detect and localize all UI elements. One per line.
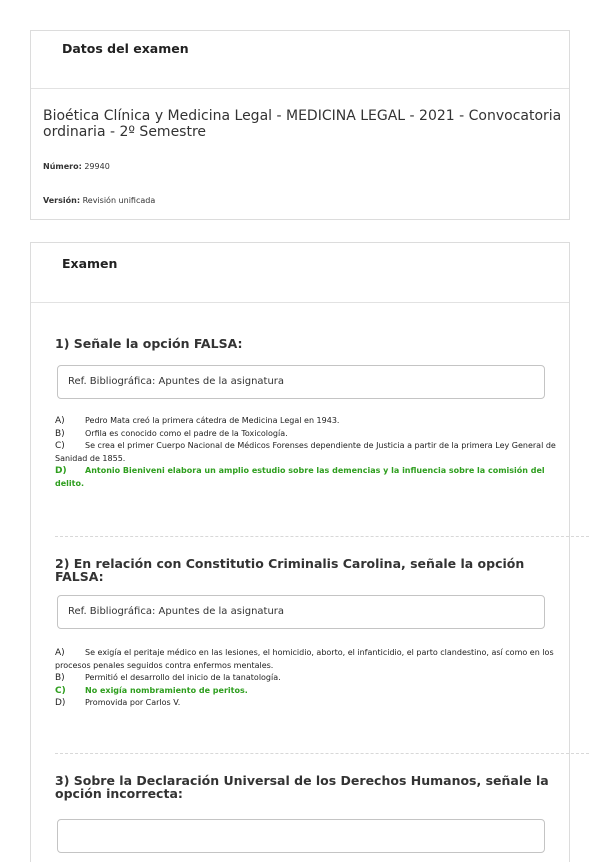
question-2 — [55, 557, 559, 747]
exam-version — [43, 196, 155, 205]
exam-info-heading: Datos del examen — [31, 31, 569, 89]
question-2-option-d: D) Promovida por Carlos V. — [55, 698, 181, 708]
exam-version-label: Versión: — [43, 196, 81, 205]
exam-panel — [30, 242, 570, 862]
exam-info-panel — [30, 30, 570, 220]
question-2-reference: Ref. Bibliográfica: Apuntes de la asignatura — [57, 595, 545, 629]
question-1 — [55, 337, 559, 527]
question-divider — [55, 753, 589, 754]
question-1-option-b: B) Orfila es conocido como el padre de la Toxicología. — [55, 428, 288, 439]
question-2-option-a: A) Se exigía el peritaje médico en las lesiones, el homicidio, aborto, el infanticidio, el parto clandestino, así como en los procesos penales seguidos contra enfermos mentales. — [55, 648, 554, 670]
question-1-options — [55, 415, 559, 490]
exam-heading: Examen — [31, 243, 569, 303]
exam-number-label: Número: — [43, 162, 82, 171]
exam-version-value: Revisión unificada — [82, 196, 156, 205]
question-1-reference: Ref. Bibliográfica: Apuntes de la asignatura — [57, 365, 545, 399]
question-1-option-d-correct: D) Antonio Bieniveni elabora un amplio estudio sobre las demencias y la influencia sobre la comisión del delito. — [55, 466, 545, 488]
question-3-title: 3) Sobre la Declaración Universal de los Derechos Humanos, señale la opción incorrecta: — [55, 773, 549, 801]
question-1-option-a: A) Pedro Mata creó la primera cátedra de Medicina Legal en 1943. — [55, 416, 340, 426]
question-divider — [55, 536, 589, 537]
exam-number — [43, 162, 110, 171]
question-2-options — [55, 647, 559, 710]
exam-number-value: 29940 — [84, 162, 110, 171]
question-2-option-c-correct: C) No exigía nombramiento de peritos. — [55, 685, 248, 696]
question-2-title: 2) En relación con Constitutio Criminalis Carolina, señale la opción FALSA: — [55, 556, 525, 584]
exam-title: Bioética Clínica y Medicina Legal - MEDICINA LEGAL - 2021 - Convocatoria ordinaria - 2º Semestre — [43, 108, 562, 140]
question-2-option-b: B) Permitió el desarrollo del inicio de la tanatología. — [55, 673, 281, 683]
question-1-option-c: C) Se crea el primer Cuerpo Nacional de Médicos Forenses dependiente de Justicia a partir de la primera Ley General de Sanidad de 1855. — [55, 441, 556, 463]
question-3 — [55, 774, 559, 854]
question-1-title: 1) Señale la opción FALSA: — [55, 336, 243, 351]
